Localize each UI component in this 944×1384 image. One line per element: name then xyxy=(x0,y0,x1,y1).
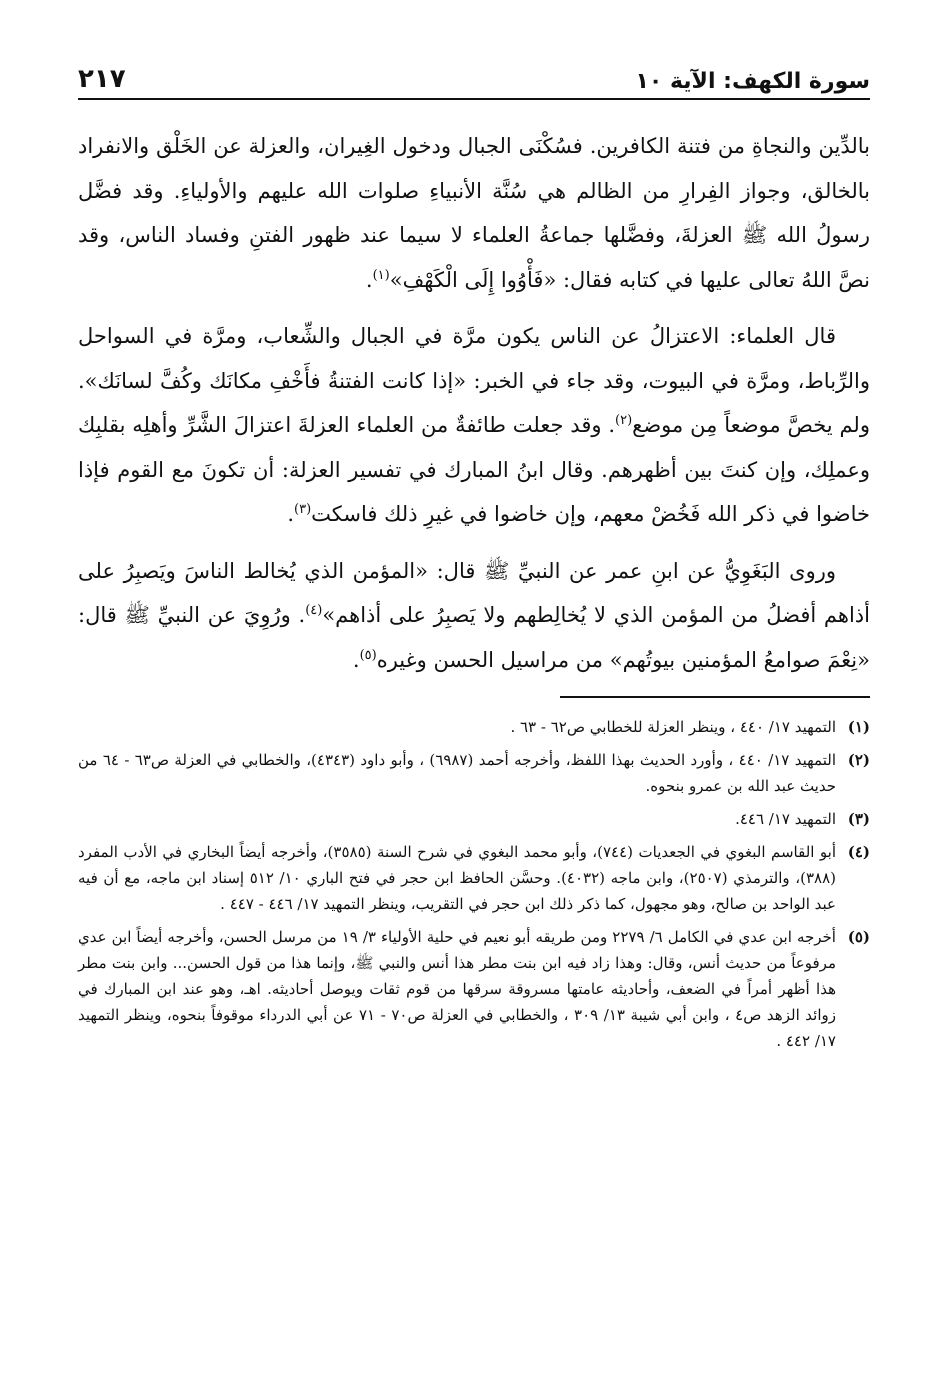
footnote-text: التمهيد ١٧/ ٤٤٦. xyxy=(735,810,836,828)
paragraph-tail: . ورُوِيَ عن النبيِّ ﷺ قال: «نِعْمَ صوامعُ المؤمنين بيوتُهم» من مراسيل الحسن وغيره xyxy=(78,603,870,672)
footnote-ref-2: (٢) xyxy=(615,413,633,428)
running-title: سورة الكهف: الآية ١٠ xyxy=(635,69,870,94)
footnote-ref-4: (٤) xyxy=(305,603,323,618)
paragraph-3 xyxy=(78,549,870,683)
paragraph-text: قال العلماء: الاعتزالُ عن الناس يكون مرَّة في الجبال والشِّعاب، ومرَّة في السواحل والرِّباط، ومرَّة في البيوت، وقد جاء في الخبر: «إذا كانت الفتنةُ فأَخْفِ مكانَك وكُفَّ لسانَك». ولم يخصَّ موضعاً مِن موضع xyxy=(78,324,870,437)
footnote-text: أخرجه ابن عدي في الكامل ٦/ ٢٢٧٩ ومن طريقه أبو نعيم في حلية الأولياء ٣/ ١٩ من مرسل الحسن، وأخرجه أيضاً ابن عدي مرفوعاً من حديث أنس، وقال: وهذا زاد فيه ابن بنت مطر هذا أنس والنبي ﷺ، وإنما هذا من قول الحسن... وابن بنت مطر هذا أظهر أمراً في الضعف، وأحاديثه عامتها مسروقة سرقها من قوم ثقات ويوصل أحاديثه. اهـ، وهو عند ابن المبارك في زوائد الزهد ص٤ ، وابن أبي شيبة ١٣/ ٣٠٩ ، والخطابي في العزلة ص٧٠ - ٧١ عن أبي الدرداء موقوفاً بنحوه، وينظر التمهيد ١٧/ ٤٤٢ . xyxy=(78,928,837,1050)
main-text xyxy=(78,124,870,682)
footnote-number: (٥) xyxy=(847,928,870,946)
footnote-ref-1: (١) xyxy=(372,267,390,283)
paragraph-tail: . xyxy=(365,267,373,292)
page-number: ٢١٧ xyxy=(78,64,126,94)
footnote-number: (٣) xyxy=(847,810,870,828)
paragraph-tail: . xyxy=(287,502,295,526)
footnotes xyxy=(78,714,870,1054)
footnote-number: (٢) xyxy=(847,751,870,769)
footnote-number: (٤) xyxy=(847,843,870,861)
footnote-divider xyxy=(560,696,870,698)
footnote-text: التمهيد ١٧/ ٤٤٠ ، وأورد الحديث بهذا اللفظ، وأخرجه أحمد (٦٩٨٧) ، وأبو داود (٤٣٤٣)، والخطابي في العزلة ص٦٣ - ٦٤ من حديث عبد الله بن عمرو بنحوه. xyxy=(78,751,836,795)
footnote-ref-5: (٥) xyxy=(359,647,377,663)
footnote-text: أبو القاسم البغوي في الجعديات (٧٤٤)، وأبو محمد البغوي في شرح السنة (٣٥٨٥)، وأخرجه أيضاً البخاري في الأدب المفرد (٣٨٨)، والترمذي (٢٥٠٧)، وابن ماجه (٤٠٣٢). وحسَّن الحافظ ابن حجر في فتح الباري ١٠/ ٥١٢ إسناد ابن ماجه، مع أن فيه عبد الواحد بن صالح، وهو مجهول، كما ذكر ذلك ابن حجر في التقريب، وينظر التمهيد ١٧/ ٤٤٦ - ٤٤٧ . xyxy=(78,843,837,913)
footnote-ref-3: (٣) xyxy=(294,502,312,517)
paragraph-2 xyxy=(78,314,870,537)
footnote-5 xyxy=(78,924,870,1054)
paragraph-tail: . وقد جعلت طائفةٌ من العلماء العزلةَ اعتزالَ الشَّرِّ وأهلِه بقلبِك وعملِك، وإن كنتَ بين أظهرهم. وقال ابنُ المبارك في تفسير العزلة: أن تكونَ مع القوم فإذا خاضوا في ذكر الله فَخُضْ معهم، وإن خاضوا في غيرِ ذلك فاسكت xyxy=(78,413,870,526)
footnote-3 xyxy=(78,806,870,832)
footnote-1 xyxy=(78,714,870,740)
page-header xyxy=(78,52,870,100)
footnote-text: التمهيد ١٧/ ٤٤٠ ، وينظر العزلة للخطابي ص٦٢ - ٦٣ . xyxy=(510,718,836,736)
paragraph-text: وروى البَغَوِيُّ عن ابنِ عمر عن النبيِّ ﷺ قال: «المؤمن الذي يُخالط الناسَ ويَصبِرُ على أذاهم أفضلُ من المؤمن الذي لا يُخالِطهم ولا يَصبِرُ على أذاهم» xyxy=(78,558,870,627)
footnote-number: (١) xyxy=(847,718,870,736)
paragraph-1 xyxy=(78,124,870,302)
paragraph-text: بالدِّين والنجاةِ من فتنة الكافرين. فسُكْنَى الجبال ودخول الغِيران، والعزلة عن الخَلْق والانفراد بالخالق، وجواز الفِرارِ من الظالم هي سُنَّة الأنبياءِ صلوات الله عليهم والأولياءِ. وقد فضَّل رسولُ الله ﷺ العزلةَ، وفضَّلها جماعةُ العلماء لا سيما عند ظهور الفتنِ وفساد الناس، وقد نصَّ اللهُ تعالى عليها في كتابه فقال: «فَأْوُوا إِلَى الْكَهْفِ» xyxy=(78,134,870,292)
footnote-2 xyxy=(78,747,870,799)
book-page xyxy=(78,52,870,1061)
paragraph-tail: . xyxy=(352,647,360,672)
footnote-4 xyxy=(78,839,870,917)
